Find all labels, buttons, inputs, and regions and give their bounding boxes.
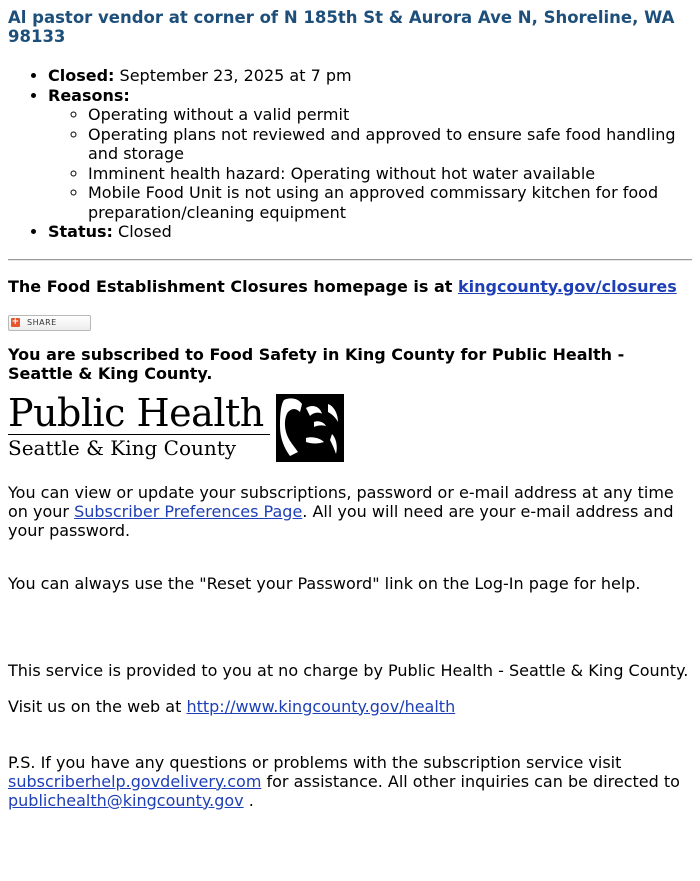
- status-item: [48, 222, 692, 242]
- homepage-text: The Food Establishment Closures homepage is at: [8, 276, 453, 296]
- closed-item: [48, 66, 692, 86]
- visit-text: Visit us on the web at: [8, 696, 182, 716]
- reason-item: ◦ Operating without a valid permit: [88, 105, 692, 125]
- visit-paragraph: [8, 697, 692, 716]
- ps-middle-text: for assistance. All other inquiries can be directed to: [266, 771, 680, 791]
- ps-end-text: .: [248, 790, 254, 810]
- subscriber-help-link[interactable]: subscriberhelp.govdelivery.com: [8, 771, 262, 791]
- plus-icon: +: [11, 317, 20, 327]
- closures-link[interactable]: kingcounty.gov/closures: [457, 276, 677, 296]
- closed-label: Closed:: [48, 66, 115, 85]
- closure-details: [8, 66, 692, 242]
- status-value: Closed: [118, 222, 172, 241]
- ps-paragraph: [8, 753, 692, 810]
- reasons-item: [48, 86, 692, 223]
- reasons-list: [48, 105, 692, 222]
- reset-password-paragraph: You can always use the "Reset your Password" link on the Log-In page for help.: [8, 573, 641, 593]
- prefs-text-after: . All you will need are your e-mail address and your password.: [8, 501, 674, 540]
- reasons-label: Reasons:: [48, 85, 130, 105]
- email-link[interactable]: publichealth@kingcounty.gov: [8, 790, 244, 810]
- mlk-portrait-icon: [276, 394, 344, 462]
- health-website-link[interactable]: http://www.kingcounty.gov/health: [186, 696, 456, 716]
- reason-item: ◦ Imminent health hazard: Operating without hot water available: [88, 164, 692, 184]
- homepage-line: [8, 277, 692, 297]
- public-health-logo: [8, 390, 692, 466]
- reason-item: ◦ Operating plans not reviewed and approved to ensure safe food handling and storage: [88, 125, 692, 164]
- subscription-notice: You are subscribed to Food Safety in King County for Public Health - Seattle & King County.: [8, 344, 625, 383]
- closed-value: September 23, 2025 at 7 pm: [119, 66, 352, 85]
- prefs-text: You can view or update your subscriptions, password or e-mail address at any time on your: [8, 482, 674, 521]
- logo-subtitle: Seattle & King County: [8, 435, 237, 460]
- ps-text: P.S. If you have any questions or problems with the subscription service visit: [8, 752, 622, 772]
- share-button[interactable]: [8, 315, 91, 331]
- reason-item: ◦ Mobile Food Unit is not using an approved commissary kitchen for food preparation/cleaning equipment: [88, 183, 692, 222]
- preferences-paragraph: [8, 483, 692, 540]
- status-label: Status:: [48, 222, 113, 241]
- service-paragraph: This service is provided to you at no charge by Public Health - Seattle & King County.: [8, 660, 689, 680]
- closure-title: Al pastor vendor at corner of N 185th St & Aurora Ave N, Shoreline, WA 98133: [8, 8, 675, 46]
- subscriber-preferences-link[interactable]: Subscriber Preferences Page: [74, 501, 303, 521]
- divider: [8, 259, 692, 261]
- share-label: SHARE: [27, 318, 57, 327]
- logo-title: Public Health: [8, 394, 270, 435]
